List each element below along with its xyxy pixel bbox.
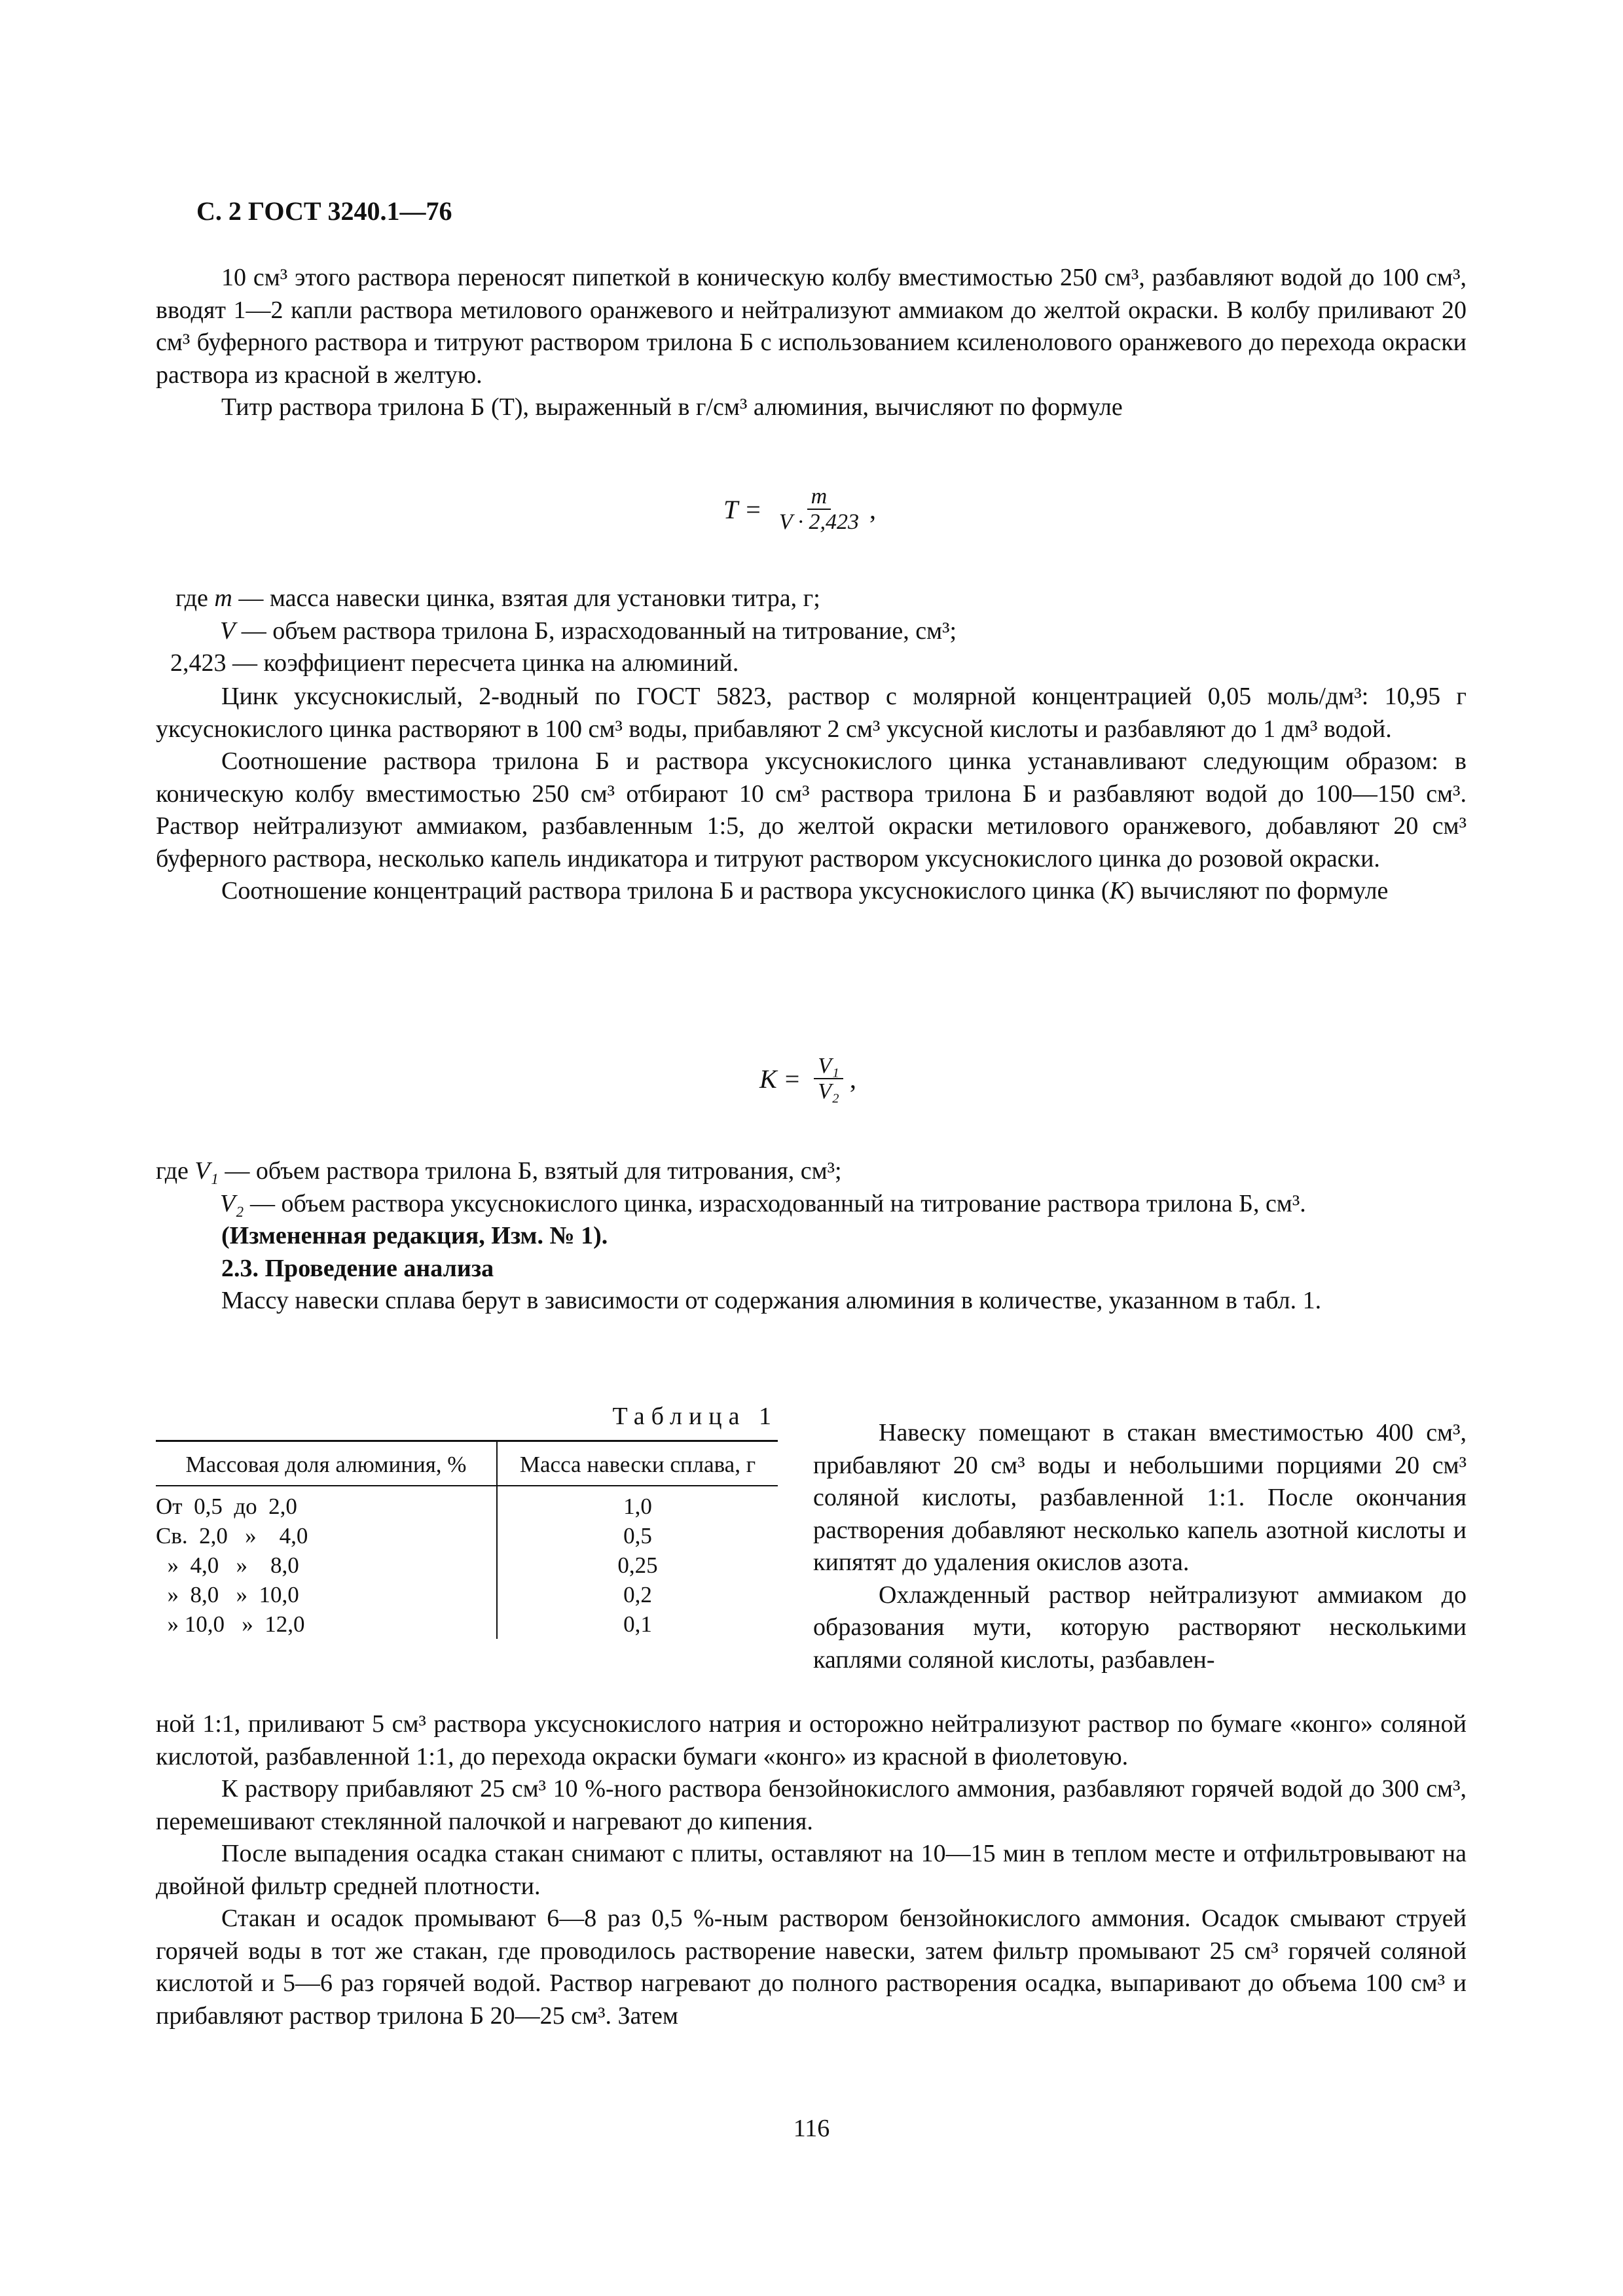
formula-titer-lhs: T	[723, 494, 739, 524]
table-header-mass: Масса навески сплава, г	[497, 1441, 778, 1486]
definitions-titer	[156, 583, 1467, 680]
definition-v2: V₂ — объем раствора уксуснокислого цинка, израсходованный на титрование раствора трилона Б, см³.	[220, 1189, 1306, 1217]
formula-titer-fraction	[775, 484, 863, 535]
paragraph-10: Стакан и осадок промывают 6—8 раз 0,5 %-ным раствором бензойнокислого аммония. Осадок смывают струей горячей воды в тот же стакан, где проводилось растворение навески, затем фильтр промывают 25 см³ горячей соляной кислотой и 5—6 раз горячей водой. Раствор нагревают до полного растворения осадка, выпаривают до объема 100 см³ и прибавляют раствор трилона Б 20—25 см³. Затем	[156, 1905, 1467, 2030]
paragraph-4: Соотношение раствора трилона Б и раствора уксуснокислого цинка устанавливают следующим образом: в коническую колбу вместимостью 250 см³ отбирают 10 см³ раствора трилона Б и разбавляют водой до 100—150 см³. Раствор нейтрализуют аммиаком, разбавленным 1:5, до желтой окраски метилового оранжевого, добавляют 20 см³ буферного раствора, несколько капель индикатора и титруют раствором уксуснокислого цинка до розовой окраски.	[156, 747, 1467, 872]
paragraph-6: Массу навески сплава берут в зависимости от содержания алюминия в количестве, указанном в табл. 1.	[221, 1287, 1322, 1314]
paragraph-9: После выпадения осадка стакан снимают с плиты, оставляют на 10—15 мин в теплом месте и отфильтровывают на двойной фильтр средней плотности.	[156, 1840, 1467, 1900]
table-1	[156, 1401, 778, 1639]
page-header: С. 2 ГОСТ 3240.1—76	[196, 196, 452, 226]
paragraph-1: 10 см³ этого раствора переносят пипеткой в коническую колбу вместимостью 250 см³, разбавляют водой до 100 см³, вводят 1—2 капли раствора метилового оранжевого и нейтрализуют аммиаком до желтой окраски. В колбу приливают 20 см³ буферного раствора и титруют раствором трилона Б с использованием ксиленолового оранжевого до перехода окраски раствора из красной в желтую.	[156, 264, 1467, 389]
table-header-aluminium: Массовая доля алюминия, %	[156, 1441, 497, 1486]
text-block-bottom	[156, 1708, 1467, 2032]
table-row: Св. 2,0 » 4,0 0,5	[156, 1521, 778, 1551]
definitions-ratio	[156, 1155, 1467, 1318]
table-row: » 4,0 » 8,0 0,25	[156, 1551, 778, 1580]
table-header-row	[156, 1441, 778, 1486]
definition-v1: где V₁ — объем раствора трилона Б, взятый для титрования, см³;	[156, 1157, 842, 1185]
side-paragraph-1: Навеску помещают в стакан вместимостью 400 см³, прибавляют 20 см³ воды и небольшими порциями 20 см³ соляной кислоты, разбавленной 1:1. После окончания растворения добавляют несколько капель азотной кислоты и кипятят до удаления окислов азота.	[813, 1419, 1467, 1576]
definition-coefficient: 2,423 — коэффициент пересчета цинка на алюминий.	[170, 649, 739, 677]
text-block-middle	[156, 681, 1467, 908]
table-row: От 0,5 до 2,0 1,0	[156, 1486, 778, 1521]
formula-ratio-numerator: V₁	[814, 1054, 843, 1079]
page-number: 116	[793, 2115, 830, 2142]
table-title: Таблица 1	[612, 1403, 778, 1430]
definition-v: V — объем раствора трилона Б, израсходованный на титрование, см³;	[220, 617, 957, 645]
side-paragraph-2: Охлажденный раствор нейтрализуют аммиаком до образования мути, которую растворяют несколькими каплями соляной кислоты, разбавлен-	[813, 1581, 1467, 1674]
formula-titer-numerator: m	[807, 484, 831, 510]
section-heading: 2.3. Проведение анализа	[221, 1254, 494, 1282]
table-row: » 10,0 » 12,0 0,1	[156, 1609, 778, 1639]
table-1-grid	[156, 1440, 778, 1639]
text-block-top	[156, 262, 1467, 424]
paragraph-8: К раствору прибавляют 25 см³ 10 %-ного раствора бензойнокислого аммония, разбавляют горячей водой до 300 см³, перемешивают стеклянной палочкой и нагревают до кипения.	[156, 1775, 1467, 1835]
table-row: » 8,0 » 10,0 0,2	[156, 1580, 778, 1609]
formula-ratio-denominator: V₂	[818, 1079, 839, 1104]
formula-ratio-lhs: K	[759, 1064, 777, 1094]
formula-ratio	[759, 1054, 856, 1104]
formula-ratio-fraction	[814, 1054, 843, 1104]
formula-titer-denominator: V · 2,423	[778, 510, 859, 535]
paragraph-3: Цинк уксуснокислый, 2-водный по ГОСТ 5823, раствор с молярной концентрацией 0,05 моль/дм³: 10,95 г уксуснокислого цинка растворяют в 100 см³ воды, прибавляют 2 см³ уксусной кислоты и разбавляют до 1 дм³ водой.	[156, 683, 1467, 743]
amendment-note: (Измененная редакция, Изм. № 1).	[221, 1222, 608, 1249]
formula-titer-eq: =	[746, 494, 761, 524]
paragraph-2: Титр раствора трилона Б (Т), выраженный в г/см³ алюминия, вычисляют по формуле	[221, 393, 1123, 421]
formula-ratio-eq: =	[784, 1064, 800, 1094]
definition-m: где m — масса навески цинка, взятая для установки титра, г;	[175, 584, 820, 612]
paragraph-7: ной 1:1, приливают 5 см³ раствора уксуснокислого натрия и осторожно нейтрализуют раствор по бумаге «конго» соляной кислотой, разбавленной 1:1, до перехода окраски бумаги «конго» из красной в фиолетовую.	[156, 1710, 1467, 1770]
formula-titer	[723, 484, 876, 535]
formula-titer-tail: ,	[869, 494, 876, 524]
paragraph-5: Соотношение концентраций раствора трилона Б и раствора уксуснокислого цинка (K) вычисляют по формуле	[221, 877, 1389, 905]
formula-ratio-tail: ,	[849, 1064, 856, 1094]
side-text	[813, 1417, 1467, 1676]
